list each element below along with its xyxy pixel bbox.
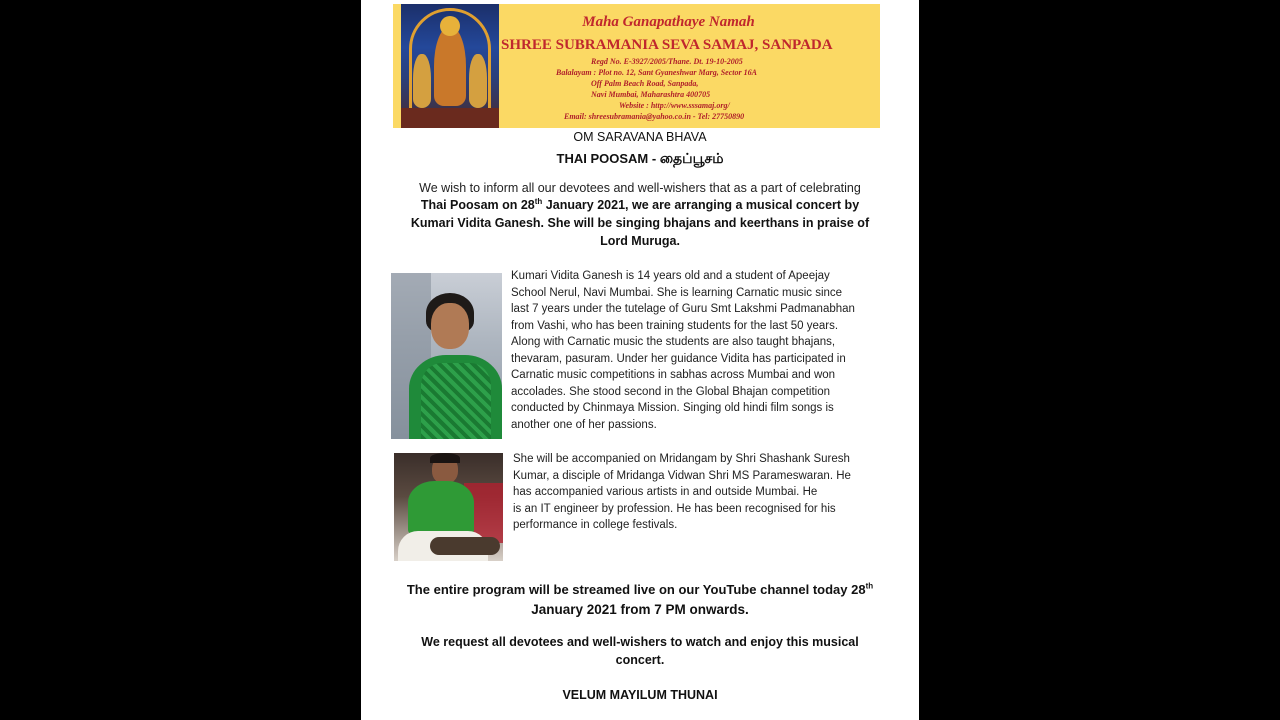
stream-line: January 2021 from 7 PM onwards. — [531, 602, 749, 617]
registration-text: Regd No. E-3927/2005/Thane. Dt. 19-10-2005 — [591, 57, 743, 66]
organization-name: SHREE SUBRAMANIA SEVA SAMAJ, SANPADA — [501, 37, 833, 53]
contact-text: Email: shreesubramania@yahoo.co.in - Tel: 27750890 — [564, 112, 745, 121]
stream-line: The entire program will be streamed live on our YouTube channel today 28th — [406, 581, 874, 597]
intro-line: Kumari Vidita Ganesh. She will be singing bhajans and keerthans in praise of — [410, 216, 870, 230]
event-title-english: THAI POOSAM - — [556, 151, 657, 166]
address-line: Balalayam : Plot no. 12, Sant Gyaneshwar Marg, Sector 16A — [556, 68, 757, 77]
intro-line: Lord Muruga. — [600, 234, 680, 248]
shashank-bio: She will be accompanied on Mridangam by Shri Shashank Suresh Kumar, a disciple of Mridanga Vidwan Shri MS Parameswaran. He has accompanied various artists in and outside Mumbai. He is an IT engineer by profession. He has been recognised for his performance in college festivals. — [513, 453, 851, 531]
shashank-photo — [394, 453, 503, 561]
vidita-photo — [391, 273, 502, 439]
request-line: We request all devotees and well-wishers to watch and enjoy this musical — [421, 635, 859, 649]
address-line: Navi Mumbai, Maharashtra 400705 — [591, 90, 711, 99]
header-banner — [393, 4, 880, 128]
vidita-bio: Kumari Vidita Ganesh is 14 years old and a student of Apeejay School Nerul, Navi Mumbai. She is learning Carnatic music since last 7 years under the tutelage of Guru Smt Lakshmi Padmanabhan from Vashi, who has been training students for the last 50 years. Along with Carnatic music the students are also taught bhajans, thevaram, pasuram. Under her guidance Vidita has participated in Carnatic music competitions in sabhas across Mumbai and won accolades. She stood second in the Global Bhajan competition conducted by Chinmaya Mission. Singing old hindi film songs is another one of her passions. — [511, 270, 855, 431]
website-text: Website : http://www.sssamaj.org/ — [619, 101, 730, 110]
event-title-tamil: தைப்பூசம் — [659, 150, 724, 166]
address-line: Off Palm Beach Road, Sanpada, — [591, 79, 699, 88]
flyer-page — [361, 0, 919, 720]
invocation-text: Maha Ganapathaye Namah — [582, 14, 755, 30]
event-title — [361, 150, 919, 169]
intro-line: We wish to inform all our devotees and well-wishers that as a part of celebrating — [419, 181, 861, 195]
closing-text: VELUM MAYILUM THUNAI — [562, 688, 718, 702]
intro-line-date: Thai Poosam on 28th January 2021, we are arranging a musical concert by — [420, 196, 860, 212]
om-heading: OM SARAVANA BHAVA — [573, 130, 707, 144]
request-line: concert. — [615, 653, 665, 667]
